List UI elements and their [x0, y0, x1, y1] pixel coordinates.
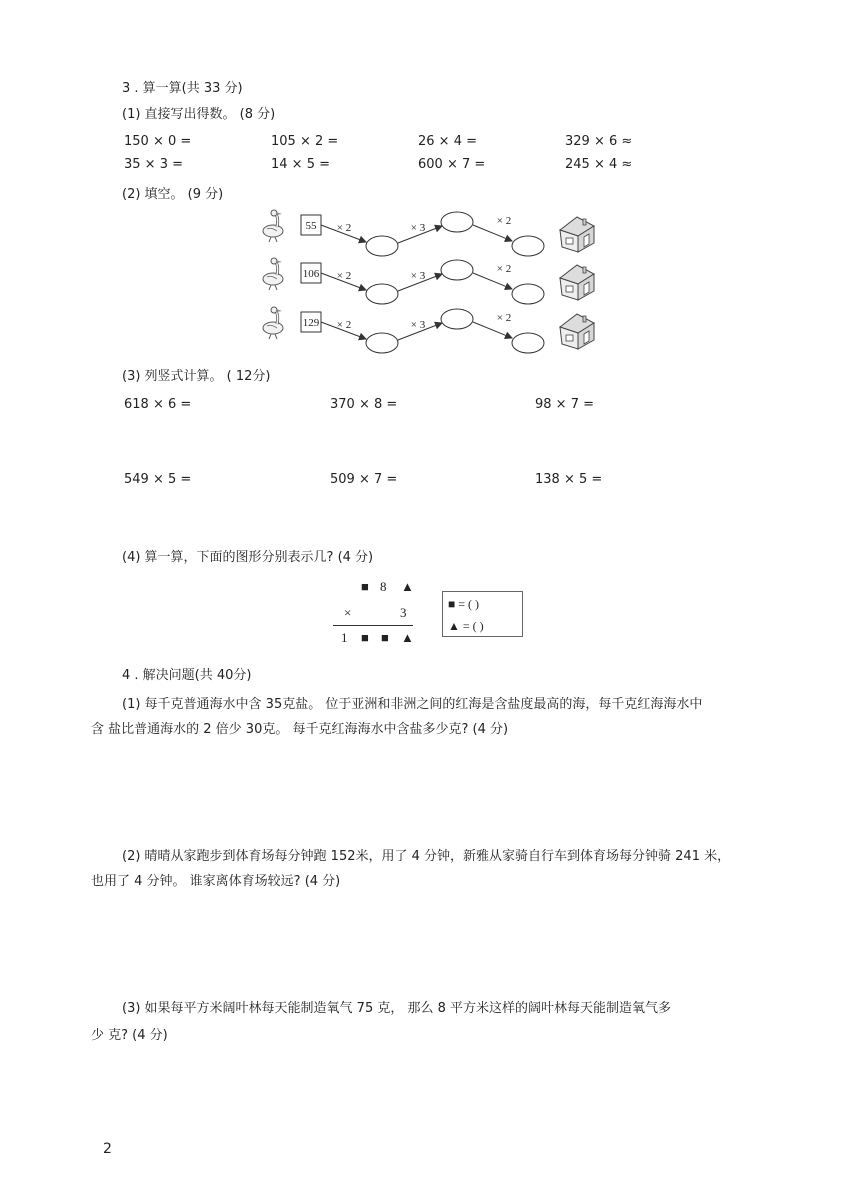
chain-row — [263, 307, 594, 353]
operation-label: × 3 — [410, 319, 426, 331]
operation-label: × 2 — [336, 270, 352, 282]
chain-row — [263, 258, 594, 304]
house-icon — [560, 217, 594, 252]
vertical-calc-item: 509 × 7 = — [330, 472, 398, 487]
operation-label: × 2 — [336, 222, 352, 234]
question-1-text: (1) 每千克普通海水中含 35克盐。 位于亚洲和非洲之间的红海是含盐度最高的海，每千克红海海水中 — [122, 697, 703, 712]
vertical-calc-item: 618 × 6 = — [124, 397, 192, 412]
page-number: 2 — [103, 1141, 112, 1157]
answer-blank[interactable] — [441, 260, 473, 280]
triangle-symbol: ▲ — [401, 630, 414, 645]
oral-calc-item: 26 × 4 = — [418, 134, 477, 149]
digit-one: 1 — [341, 630, 348, 645]
vertical-calc-item: 98 × 7 = — [535, 397, 594, 412]
section-3-title: 3 . 算一算(共 33 分) — [122, 81, 243, 96]
chain-row — [263, 210, 594, 256]
answer-blank[interactable] — [512, 236, 544, 256]
question-1-text: 含 盐比普通海水的 2 倍少 30克。 每千克红海海水中含盐多少克? (4 分) — [91, 722, 509, 737]
operation-label: × 3 — [410, 270, 426, 282]
part-4-title: (4) 算一算，下面的图形分别表示几? (4 分) — [122, 550, 374, 565]
operation-label: × 3 — [410, 222, 426, 234]
puzzle-divider — [333, 625, 413, 626]
start-number: 129 — [302, 317, 320, 329]
operation-label: × 2 — [496, 215, 512, 227]
house-icon — [560, 265, 594, 300]
part-1-title: (1) 直接写出得数。 (8 分) — [122, 107, 276, 122]
section-4-title: 4 . 解决问题(共 40分) — [122, 668, 252, 683]
question-2-text: 也用了 4 分钟。 谁家离体育场较远? (4 分) — [91, 874, 341, 889]
question-3-text: 少 克? (4 分) — [91, 1028, 168, 1043]
oral-calc-item: 105 × 2 = — [271, 134, 339, 149]
oral-calc-item: 35 × 3 = — [124, 157, 183, 172]
answer-square[interactable]: ■ = ( ) — [448, 597, 480, 611]
answer-blank[interactable] — [366, 236, 398, 256]
oral-calc-item: 245 × 4 ≈ — [565, 157, 633, 172]
answer-blank[interactable] — [512, 333, 544, 353]
square-symbol: ■ — [361, 579, 369, 594]
goose-icon — [263, 210, 283, 242]
start-number: 55 — [305, 220, 317, 232]
answer-triangle[interactable]: ▲ = ( ) — [448, 619, 484, 633]
operation-label: × 2 — [336, 319, 352, 331]
digit-three: 3 — [400, 605, 407, 620]
answer-box — [442, 591, 523, 637]
answer-blank[interactable] — [441, 212, 473, 232]
house-icon — [560, 314, 594, 349]
oral-calc-item: 150 × 0 = — [124, 134, 192, 149]
operation-label: × 2 — [496, 312, 512, 324]
oral-calc-item: 600 × 7 = — [418, 157, 486, 172]
answer-blank[interactable] — [366, 284, 398, 304]
question-3-text: (3) 如果每平方米阔叶林每天能制造氧气 75 克， 那么 8 平方米这样的阔叶林每天能制造氧气多 — [122, 1001, 672, 1016]
chain-diagram — [255, 205, 605, 365]
part-3-title: (3) 列竖式计算。 ( 12分) — [122, 369, 271, 384]
start-number: 106 — [302, 268, 320, 280]
goose-icon — [263, 258, 283, 290]
oral-calc-item: 14 × 5 = — [271, 157, 330, 172]
square-symbol: ■ — [361, 630, 369, 645]
question-2-text: (2) 晴晴从家跑步到体育场每分钟跑 152米，用了 4 分钟，新雅从家骑自行车到体育场每分钟骑 241 米， — [122, 849, 731, 864]
oral-calc-item: 329 × 6 ≈ — [565, 134, 633, 149]
operation-label: × 2 — [496, 263, 512, 275]
times-sign: × — [344, 605, 352, 620]
answer-blank[interactable] — [366, 333, 398, 353]
answer-blank[interactable] — [441, 309, 473, 329]
part-2-title: (2) 填空。 (9 分) — [122, 187, 224, 202]
digit-eight: 8 — [380, 579, 387, 594]
vertical-calc-item: 549 × 5 = — [124, 472, 192, 487]
vertical-calc-item: 138 × 5 = — [535, 472, 603, 487]
triangle-symbol: ▲ — [401, 579, 414, 594]
goose-icon — [263, 307, 283, 339]
vertical-calc-item: 370 × 8 = — [330, 397, 398, 412]
answer-blank[interactable] — [512, 284, 544, 304]
square-symbol: ■ — [381, 630, 389, 645]
